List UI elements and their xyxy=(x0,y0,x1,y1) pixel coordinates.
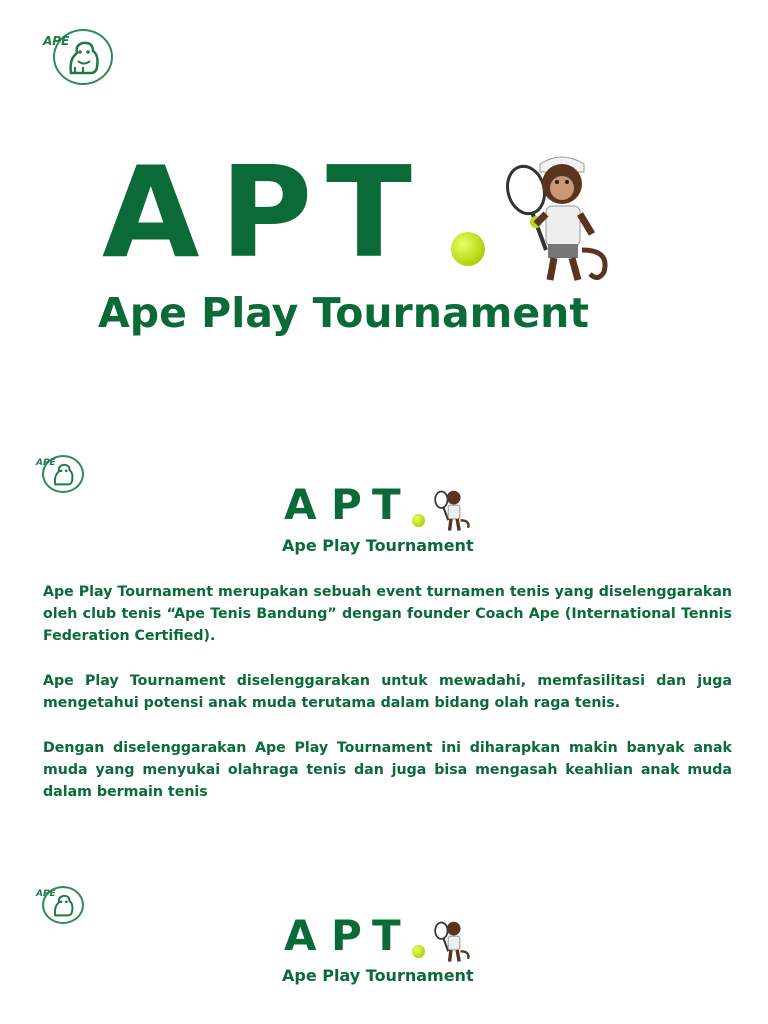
paragraph-1: Ape Play Tournament merupakan sebuah event turnamen tenis yang diselenggarakan oleh club tenis “Ape Tenis Bandung” dengan founder Coach Ape (International Tennis Federation Certified). xyxy=(43,584,732,644)
hero-subtitle: Ape Play Tournament xyxy=(98,289,589,337)
section1-subtitle: Ape Play Tournament xyxy=(282,536,474,555)
ape-tennis-club-logo xyxy=(43,29,113,85)
paragraph-2: Ape Play Tournament diselenggarakan untuk mewadahi, memfasilitasi dan juga mengetahui potensi anak muda terutama dalam bidang olah raga tenis. xyxy=(43,673,732,711)
tennis-ball-icon xyxy=(451,232,485,266)
section2-subtitle: Ape Play Tournament xyxy=(282,966,474,985)
section2-letter-t: T xyxy=(372,911,401,960)
logo-text: APE xyxy=(36,889,56,899)
section2-letter-p: P xyxy=(331,911,362,960)
logo-text: APE xyxy=(43,34,70,48)
hero-letter-t: T xyxy=(326,139,412,286)
monkey-tennis-player-icon xyxy=(430,486,476,534)
section1-letter-p: P xyxy=(331,480,362,529)
paragraph-3: Dengan diselenggarakan Ape Play Tournament ini diharapkan makin banyak anak muda yang menyukai olahraga tenis dan juga bisa mengasah keahlian anak muda dalam bermain tenis xyxy=(43,740,732,800)
section2-letter-a: A xyxy=(284,911,317,960)
section1-letter-a: A xyxy=(284,480,317,529)
hero-letter-p: P xyxy=(220,139,313,286)
ape-tennis-club-logo-small xyxy=(36,455,84,493)
monkey-tennis-player-icon xyxy=(430,917,476,965)
section1-letter-t: T xyxy=(372,480,401,529)
hero-letter-a: A xyxy=(102,139,200,286)
tennis-ball-icon xyxy=(412,514,425,527)
monkey-tennis-player-icon xyxy=(500,150,620,290)
tennis-ball-icon xyxy=(412,945,425,958)
logo-text: APE xyxy=(36,458,56,468)
ape-tennis-club-logo-small xyxy=(36,886,84,924)
